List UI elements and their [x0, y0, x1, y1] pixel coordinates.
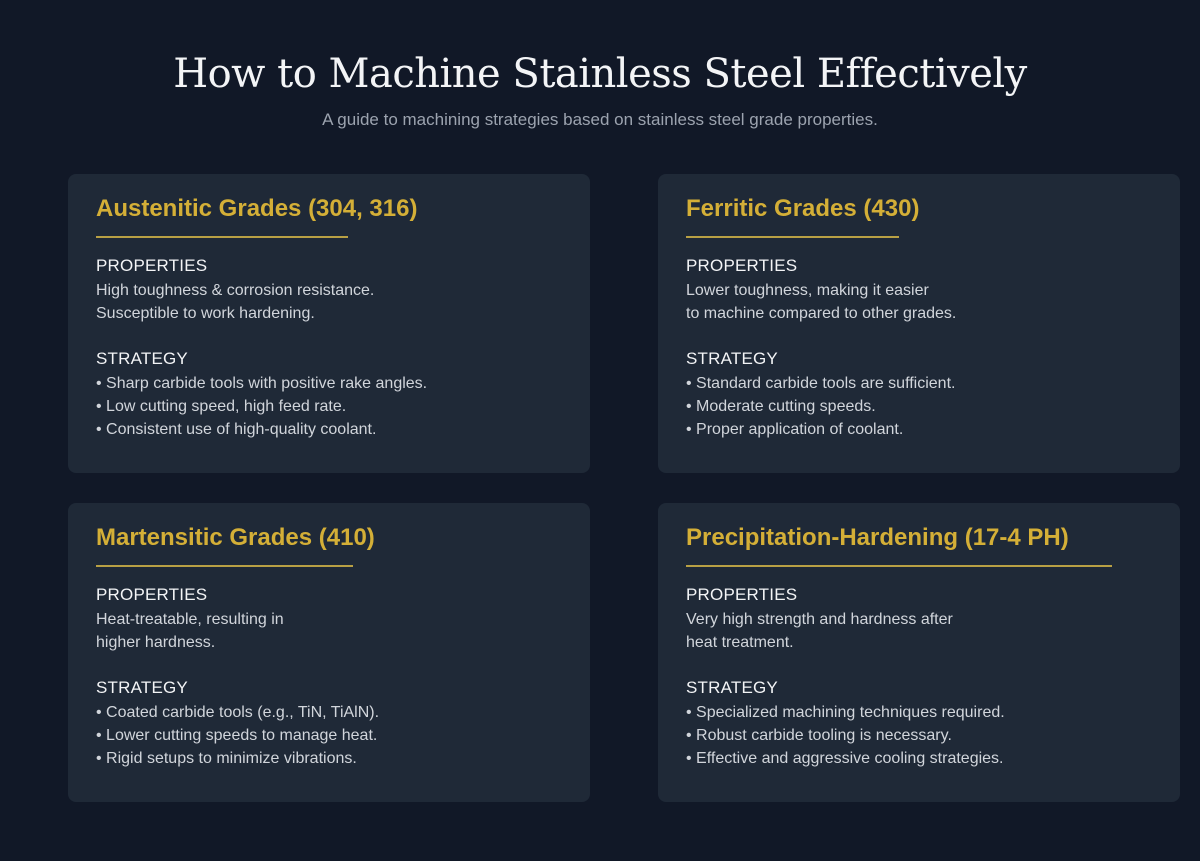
strategy-item: • Consistent use of high-quality coolant.	[96, 421, 377, 438]
card-ferritic	[658, 174, 1180, 473]
card-precipitation-hardening	[658, 503, 1180, 802]
card-austenitic	[68, 174, 590, 473]
properties-label: PROPERTIES	[686, 585, 798, 604]
properties-line: higher hardness.	[96, 634, 216, 651]
title-underline	[96, 236, 348, 238]
properties-line: High toughness & corrosion resistance.	[96, 282, 375, 299]
title-underline	[686, 565, 1112, 567]
card-title: Austenitic Grades (304, 316)	[96, 195, 418, 222]
properties-line: Susceptible to work hardening.	[96, 305, 315, 322]
strategy-item: • Coated carbide tools (e.g., TiN, TiAlN).	[96, 704, 380, 721]
strategy-label: STRATEGY	[686, 349, 778, 368]
card-title: Ferritic Grades (430)	[686, 195, 920, 222]
strategy-item: • Rigid setups to minimize vibrations.	[96, 750, 357, 767]
page-subtitle: A guide to machining strategies based on stainless steel grade properties.	[322, 110, 878, 129]
properties-line: Very high strength and hardness after	[686, 611, 953, 628]
strategy-item: • Low cutting speed, high feed rate.	[96, 398, 347, 415]
title-underline	[96, 565, 353, 567]
properties-label: PROPERTIES	[96, 256, 208, 275]
strategy-item: • Proper application of coolant.	[686, 421, 904, 438]
card-title: Precipitation-Hardening (17-4 PH)	[686, 524, 1069, 551]
strategy-item: • Lower cutting speeds to manage heat.	[96, 727, 378, 744]
strategy-item: • Sharp carbide tools with positive rake angles.	[96, 375, 428, 392]
strategy-label: STRATEGY	[96, 678, 188, 697]
properties-label: PROPERTIES	[686, 256, 798, 275]
properties-line: to machine compared to other grades.	[686, 305, 957, 322]
properties-line: heat treatment.	[686, 634, 794, 651]
properties-line: Lower toughness, making it easier	[686, 282, 929, 299]
strategy-item: • Moderate cutting speeds.	[686, 398, 876, 415]
strategy-item: • Specialized machining techniques required.	[686, 704, 1005, 721]
card-martensitic	[68, 503, 590, 802]
strategy-label: STRATEGY	[96, 349, 188, 368]
grade-card-grid	[68, 174, 1180, 802]
strategy-item: • Robust carbide tooling is necessary.	[686, 727, 952, 744]
page-title: How to Machine Stainless Steel Effectively	[173, 51, 1027, 97]
page-header	[0, 0, 1200, 131]
strategy-label: STRATEGY	[686, 678, 778, 697]
card-title: Martensitic Grades (410)	[96, 524, 375, 551]
strategy-item: • Standard carbide tools are sufficient.	[686, 375, 956, 392]
strategy-item: • Effective and aggressive cooling strategies.	[686, 750, 1004, 767]
properties-line: Heat-treatable, resulting in	[96, 611, 284, 628]
properties-label: PROPERTIES	[96, 585, 208, 604]
title-underline	[686, 236, 899, 238]
